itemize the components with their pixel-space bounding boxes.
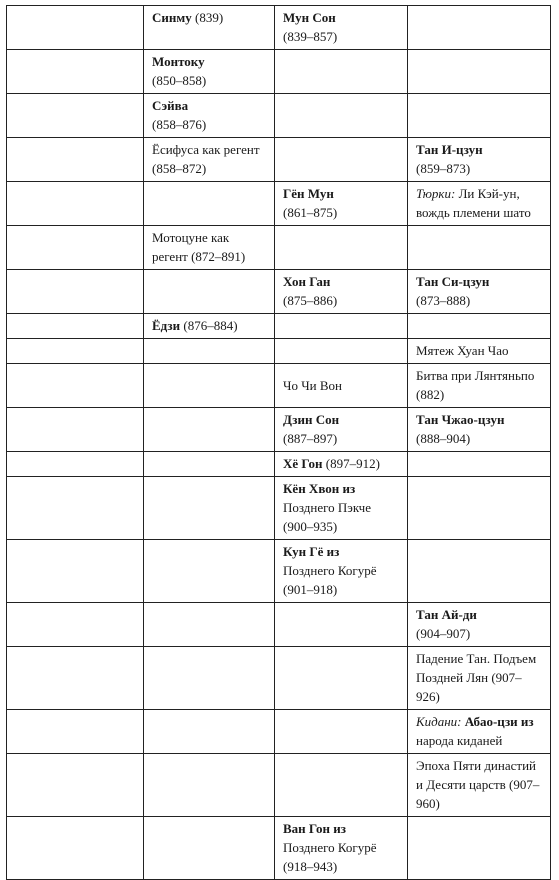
- table-cell: [408, 477, 551, 540]
- reign-years: (850–858): [152, 73, 207, 88]
- table-cell: [408, 182, 551, 226]
- table-cell: [275, 339, 408, 364]
- table-cell: [275, 540, 408, 603]
- event-entry: Битва при Лянтяньпо (882): [416, 368, 535, 402]
- table-cell: [7, 710, 144, 754]
- reign-years: (859–873): [416, 161, 471, 176]
- table-cell: [144, 408, 275, 452]
- reign-years: (888–904): [416, 431, 471, 446]
- table-cell: [144, 339, 275, 364]
- reign-years: (876–884): [180, 318, 238, 333]
- ruler-name: Сэйва: [152, 98, 189, 113]
- reign-years: (897–912): [322, 456, 380, 471]
- table-cell: [144, 603, 275, 647]
- table-cell: [7, 314, 144, 339]
- table-cell: [144, 50, 275, 94]
- table-cell: [275, 710, 408, 754]
- table-row: [7, 6, 551, 50]
- table-cell: [7, 452, 144, 477]
- people-label: Тюрки:: [416, 186, 456, 201]
- table-cell: [408, 270, 551, 314]
- table-row: [7, 94, 551, 138]
- table-cell: [408, 314, 551, 339]
- reign-years: (887–897): [283, 431, 338, 446]
- table-cell: [275, 603, 408, 647]
- table-row: [7, 452, 551, 477]
- table-row: [7, 477, 551, 540]
- reign-years: (839–857): [283, 29, 338, 44]
- table-cell: [408, 754, 551, 817]
- ruler-name: Хон Ган: [283, 274, 331, 289]
- table-cell: [7, 364, 144, 408]
- table-cell: [408, 6, 551, 50]
- reign-years: (904–907): [416, 626, 471, 641]
- table-cell: [275, 6, 408, 50]
- ruler-name: Тан Си-цзун: [416, 274, 490, 289]
- table-cell: [408, 226, 551, 270]
- table-row: [7, 226, 551, 270]
- table-cell: [7, 6, 144, 50]
- reign-years: (875–886): [283, 293, 338, 308]
- table-cell: [275, 226, 408, 270]
- event-entry: Падение Тан. Подъем Поздней Лян (907–926): [416, 651, 537, 704]
- table-cell: [275, 138, 408, 182]
- ruler-name: Гён Мун: [283, 186, 334, 201]
- table-cell: [275, 50, 408, 94]
- table-cell: [144, 226, 275, 270]
- table-cell: [7, 647, 144, 710]
- table-row: [7, 50, 551, 94]
- ruler-name: Абао-цзи из: [461, 714, 534, 729]
- ruler-name: Ёдзи: [152, 318, 181, 333]
- reign-years: Позднего Пэкче (900–935): [283, 500, 371, 534]
- ruler-name: Монтоку: [152, 54, 205, 69]
- table-cell: [144, 314, 275, 339]
- table-cell: [275, 94, 408, 138]
- table-cell: [144, 270, 275, 314]
- table-cell: [7, 50, 144, 94]
- table-cell: [408, 540, 551, 603]
- ruler-name: Кун Гё из: [283, 544, 340, 559]
- table-cell: [275, 270, 408, 314]
- table-cell: [275, 314, 408, 339]
- event-entry: Ли Кэй-ун, вождь племени шато: [416, 186, 531, 220]
- table-cell: [144, 94, 275, 138]
- event-entry: народа киданей: [416, 733, 503, 748]
- table-cell: [144, 182, 275, 226]
- event-entry: Мятеж Хуан Чао: [416, 343, 509, 358]
- ruler-name: Мун Сон: [283, 10, 336, 25]
- ruler-name: Хё Гон: [283, 456, 323, 471]
- table-row: [7, 339, 551, 364]
- table-cell: [275, 452, 408, 477]
- table-cell: [408, 94, 551, 138]
- table-cell: [275, 754, 408, 817]
- table-cell: [7, 182, 144, 226]
- table-row: [7, 138, 551, 182]
- reign-years: Позднего Когурё (901–918): [283, 563, 377, 597]
- ruler-name: Тан И-цзун: [416, 142, 483, 157]
- table-cell: [7, 270, 144, 314]
- table-cell: [144, 364, 275, 408]
- table-cell: [144, 6, 275, 50]
- ruler-name: Синму: [152, 10, 192, 25]
- ruler-name: Ван Гон из: [283, 821, 346, 836]
- event-entry: Эпоха Пяти династий и Десяти царств (907–960): [416, 758, 540, 811]
- table-row: [7, 754, 551, 817]
- table-cell: [275, 182, 408, 226]
- table-cell: [408, 364, 551, 408]
- table-cell: [7, 339, 144, 364]
- table-cell: [7, 754, 144, 817]
- ruler-name: Кён Хвон из: [283, 481, 356, 496]
- ruler-name: Тан Ай-ди: [416, 607, 477, 622]
- table-cell: [408, 710, 551, 754]
- reign-years: (873–888): [416, 293, 471, 308]
- table-row: [7, 540, 551, 603]
- people-label: Кидани:: [416, 714, 462, 729]
- table-cell: [408, 339, 551, 364]
- table-row: [7, 647, 551, 710]
- reign-years: (861–875): [283, 205, 338, 220]
- table-cell: [408, 138, 551, 182]
- table-cell: [408, 408, 551, 452]
- table-cell: [144, 754, 275, 817]
- table-row: [7, 710, 551, 754]
- reign-years: Позднего Когурё (918–943): [283, 840, 377, 874]
- table-row: [7, 270, 551, 314]
- table-cell: [7, 138, 144, 182]
- table-row: [7, 364, 551, 408]
- regent-entry: Мотоцуне как регент (872–891): [152, 230, 246, 264]
- table-cell: [7, 408, 144, 452]
- table-cell: [275, 408, 408, 452]
- person-entry: Чо Чи Вон: [283, 377, 342, 393]
- table-cell: [144, 710, 275, 754]
- regent-entry: Ёсифуса как регент (858–872): [152, 142, 260, 176]
- table-cell: [144, 647, 275, 710]
- table-cell: [408, 647, 551, 710]
- table-cell: [144, 477, 275, 540]
- table-cell: [408, 452, 551, 477]
- table-cell: [408, 50, 551, 94]
- table-cell: [7, 226, 144, 270]
- table-row: [7, 603, 551, 647]
- reign-years: (839): [191, 10, 224, 25]
- table-cell: [275, 364, 408, 408]
- ruler-name: Дзин Сон: [283, 412, 340, 427]
- table-cell: [144, 452, 275, 477]
- chronology-table: [6, 5, 551, 880]
- table-cell: [275, 477, 408, 540]
- table-row: [7, 182, 551, 226]
- table-cell: [144, 138, 275, 182]
- table-cell: [7, 540, 144, 603]
- ruler-name: Тан Чжао-цзун: [416, 412, 505, 427]
- table-row: [7, 408, 551, 452]
- table-cell: [408, 603, 551, 647]
- table-cell: [275, 647, 408, 710]
- table-row: [7, 314, 551, 339]
- table-cell: [144, 540, 275, 603]
- table-cell: [7, 94, 144, 138]
- reign-years: (858–876): [152, 117, 207, 132]
- table-cell: [7, 477, 144, 540]
- table-cell: [7, 603, 144, 647]
